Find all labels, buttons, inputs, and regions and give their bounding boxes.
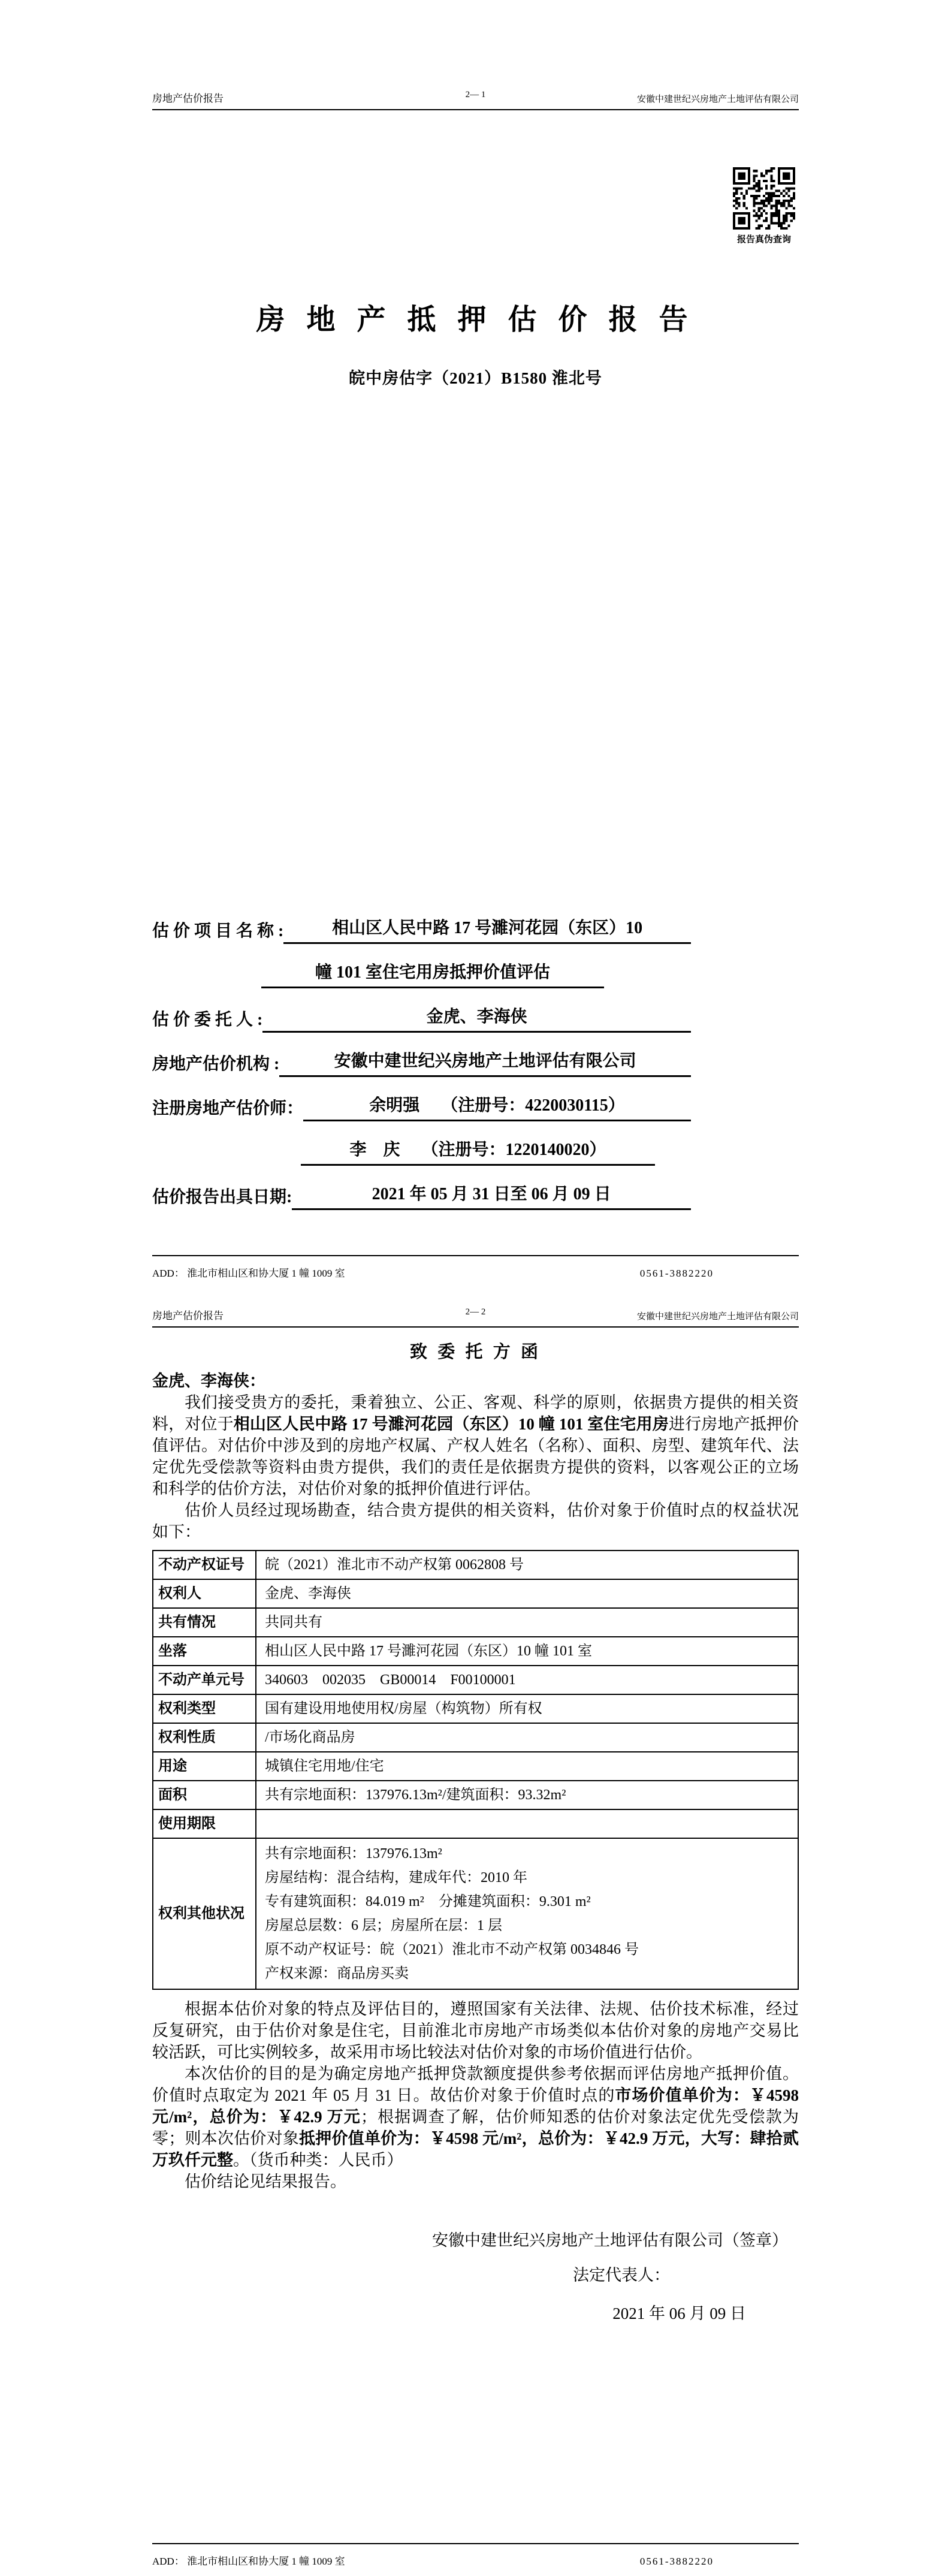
row-value: 340603 002035 GB00014 F00100001 <box>256 1666 798 1694</box>
letter-title: 致 委 托 方 函 <box>409 1343 541 1362</box>
row-label: 面积 <box>153 1781 256 1809</box>
row-value: 城镇住宅用地/住宅 <box>256 1752 798 1781</box>
table-row <box>153 1723 798 1752</box>
appraiser-1-value <box>303 1093 691 1121</box>
form-row-appraiser-2 <box>152 1138 691 1166</box>
row-value <box>256 1809 798 1838</box>
signature-block <box>152 2230 799 2324</box>
form-row-issue-date <box>152 1182 691 1210</box>
paragraph-text: 我们接受贵方的委托，秉着独立、公正、客观、科学的原则，依据贵方提供的相关资料，对位于 <box>152 1393 799 1433</box>
row-label: 权利其他状况 <box>153 1838 256 1989</box>
running-header <box>152 90 799 110</box>
page-footer <box>152 1255 799 1280</box>
row-label: 使用期限 <box>153 1809 256 1838</box>
signature-legal-representative: 法定代表人： <box>573 2266 670 2284</box>
row-label: 权利性质 <box>153 1723 256 1752</box>
cell-line: 专有建筑面积：84.019 m² 分摊建筑面积：9.301 m² <box>265 1894 591 1910</box>
form-row-project <box>152 916 691 944</box>
report-title: 房 地 产 抵 押 估 价 报 告 <box>256 304 695 336</box>
letter-paragraph-1 <box>152 1392 799 1500</box>
appraiser-1-reg-no: （注册号：4220030115） <box>441 1096 625 1115</box>
report-number: 皖中房估字（2021）B1580 淮北号 <box>349 369 602 387</box>
footer-phone: 0561-3882220 <box>639 1268 714 1279</box>
row-label: 不动产单元号 <box>153 1666 256 1694</box>
footer-phone: 0561-3882220 <box>639 2556 714 2567</box>
table-row <box>153 1579 798 1608</box>
header-company-name: 安徽中建世纪兴房地产土地评估有限公司 <box>636 1312 799 1322</box>
page-footer <box>152 2543 799 2568</box>
row-value: 金虎、李海侠 <box>256 1579 798 1608</box>
paragraph-text-bold: 相山区人民中路 17 号濉河花园（东区）10 幢 101 室住宅用房 <box>233 1415 669 1433</box>
cell-line: 共有宗地面积：137976.13m² <box>265 1846 442 1862</box>
project-name-label: 估 价 项 目 名 称 : <box>152 922 284 940</box>
agency-value: 安徽中建世纪兴房地产土地评估有限公司 <box>279 1049 691 1077</box>
form-row-appraiser-1 <box>152 1093 691 1121</box>
qr-code <box>733 167 795 230</box>
client-value: 金虎、李海侠 <box>262 1005 691 1033</box>
row-value: 国有建设用地使用权/房屋（构筑物）所有权 <box>256 1694 798 1723</box>
client-label: 估 价 委 托 人 : <box>152 1011 263 1029</box>
cell-line: 产权来源：商品房买卖 <box>265 1966 409 1981</box>
table-row <box>153 1608 798 1637</box>
letter-paragraph-3: 根据本估价对象的特点及评估目的，遵照国家有关法律、法规、估价技术标准，经过反复研究，由于估价对象是住宅，目前淮北市房地产市场类似本估价对象的房地产交易比较活跃，可比实例较多，故采用市场比较法对估价对象的市场价值进行估价。 <box>152 2000 799 2061</box>
cell-line: 房屋总层数：6 层；房屋所在层：1 层 <box>265 1918 502 1933</box>
table-row <box>153 1637 798 1666</box>
form-row-agency <box>152 1049 691 1077</box>
signature-date: 2021 年 06 月 09 日 <box>612 2304 746 2322</box>
row-value: 相山区人民中路 17 号濉河花园（东区）10 幢 101 室 <box>256 1637 798 1666</box>
paragraph-text: 。（货币种类：人民币） <box>233 2151 403 2169</box>
row-label: 不动产权证号 <box>153 1551 256 1579</box>
form-row-project-cont <box>152 960 691 988</box>
property-rights-table <box>152 1550 799 1990</box>
row-label: 坐落 <box>153 1637 256 1666</box>
page-2-letter <box>0 1288 951 2576</box>
appraiser-2-name: 李 庆 <box>349 1141 400 1159</box>
qr-caption: 报告真伪查询 <box>736 235 791 245</box>
footer-address: ADD： 淮北市相山区和协大厦 1 幢 1009 室 <box>152 1268 345 1279</box>
salutation: 金虎、李海侠： <box>152 1372 265 1390</box>
row-value: 皖（2021）淮北市不动产权第 0062808 号 <box>256 1551 798 1579</box>
table-row <box>153 1551 798 1579</box>
cell-line: 原不动产权证号：皖（2021）淮北市不动产权第 0034846 号 <box>265 1942 639 1957</box>
signature-company: 安徽中建世纪兴房地产土地评估有限公司（签章） <box>432 2231 788 2249</box>
project-name-value-line2: 幢 101 室住宅用房抵押价值评估 <box>261 960 604 988</box>
appraiser-1-name: 余明强 <box>369 1096 420 1115</box>
table-row <box>153 1694 798 1723</box>
letter-paragraph-5: 估价结论见结果报告。 <box>185 2173 346 2191</box>
table-row <box>153 1809 798 1838</box>
form-row-client <box>152 1005 691 1033</box>
table-row <box>153 1838 798 1989</box>
footer-address: ADD： 淮北市相山区和协大厦 1 幢 1009 室 <box>152 2556 345 2567</box>
header-company-name: 安徽中建世纪兴房地产土地评估有限公司 <box>636 95 799 104</box>
table-row <box>153 1752 798 1781</box>
appraiser-label: 注册房地产估价师： <box>152 1099 304 1118</box>
table-row <box>153 1781 798 1809</box>
paragraph-text: 进行房地产抵押价值评估。对估价中涉及到的房地产权属、产权人姓名（名称）、面积、房型、建筑年代、法定优先受偿款等资料由贵方提供，我们的责任是依据贵方提供的资料，以客观公正的立场和科学的估价方法，对估价对象的抵押价值进行评估。 <box>152 1415 799 1498</box>
issue-date-value: 2021 年 05 月 31 日至 06 月 09 日 <box>292 1182 691 1210</box>
header-doc-type: 房地产估价报告 <box>152 1310 224 1322</box>
appraiser-2-reg-no: （注册号：1220140020） <box>421 1141 606 1159</box>
table-row <box>153 1666 798 1694</box>
row-value: 共有宗地面积：137976.13m²/建筑面积：93.32m² <box>256 1781 798 1809</box>
mortgage-value-bold: 抵押价值单价为：￥4598 元/m²，总价为：￥42.9 万元，大写：肆拾贰万玖仟元整 <box>152 2129 799 2169</box>
qr-block <box>729 167 799 245</box>
cover-form <box>152 916 799 1210</box>
row-label: 共有情况 <box>153 1608 256 1637</box>
row-label: 权利类型 <box>153 1694 256 1723</box>
row-value-other-rights <box>256 1838 798 1989</box>
header-page-number: 2— 2 <box>465 1307 486 1317</box>
letter-paragraph-4 <box>152 2063 799 2171</box>
appraiser-2-value <box>301 1138 655 1166</box>
market-value-bold: 市场价值单价为：￥4598 元/m²，总价为：￥42.9 万元 <box>152 2086 799 2126</box>
paragraph-text: 本次估价的目的是为确定房地产抵押贷款额度提供参考依据而评估房地产抵押价值。价值时点取定为 2021 年 05 月 31 日。故估价对象于价值时点的 <box>152 2065 799 2104</box>
header-doc-type: 房地产估价报告 <box>152 93 224 104</box>
letter-paragraph-2: 估价人员经过现场勘查，结合贵方提供的相关资料，估价对象于价值时点的权益状况如下： <box>152 1501 799 1541</box>
header-page-number: 2— 1 <box>465 90 486 99</box>
row-label: 用途 <box>153 1752 256 1781</box>
issue-date-label: 估价报告出具日期: <box>152 1188 292 1206</box>
row-value: /市场化商品房 <box>256 1723 798 1752</box>
project-name-value-line1: 相山区人民中路 17 号濉河花园（东区）10 <box>283 916 691 944</box>
cell-line: 房屋结构：混合结构，建成年代：2010 年 <box>265 1870 527 1886</box>
running-header <box>152 1307 799 1328</box>
row-label: 权利人 <box>153 1579 256 1608</box>
paragraph-text: ；根据调查了解，估价师知悉的估价对象法定优先受偿款为零；则本次估价对象 <box>152 2108 799 2147</box>
row-value: 共同共有 <box>256 1608 798 1637</box>
agency-label: 房地产估价机构 : <box>152 1055 280 1073</box>
